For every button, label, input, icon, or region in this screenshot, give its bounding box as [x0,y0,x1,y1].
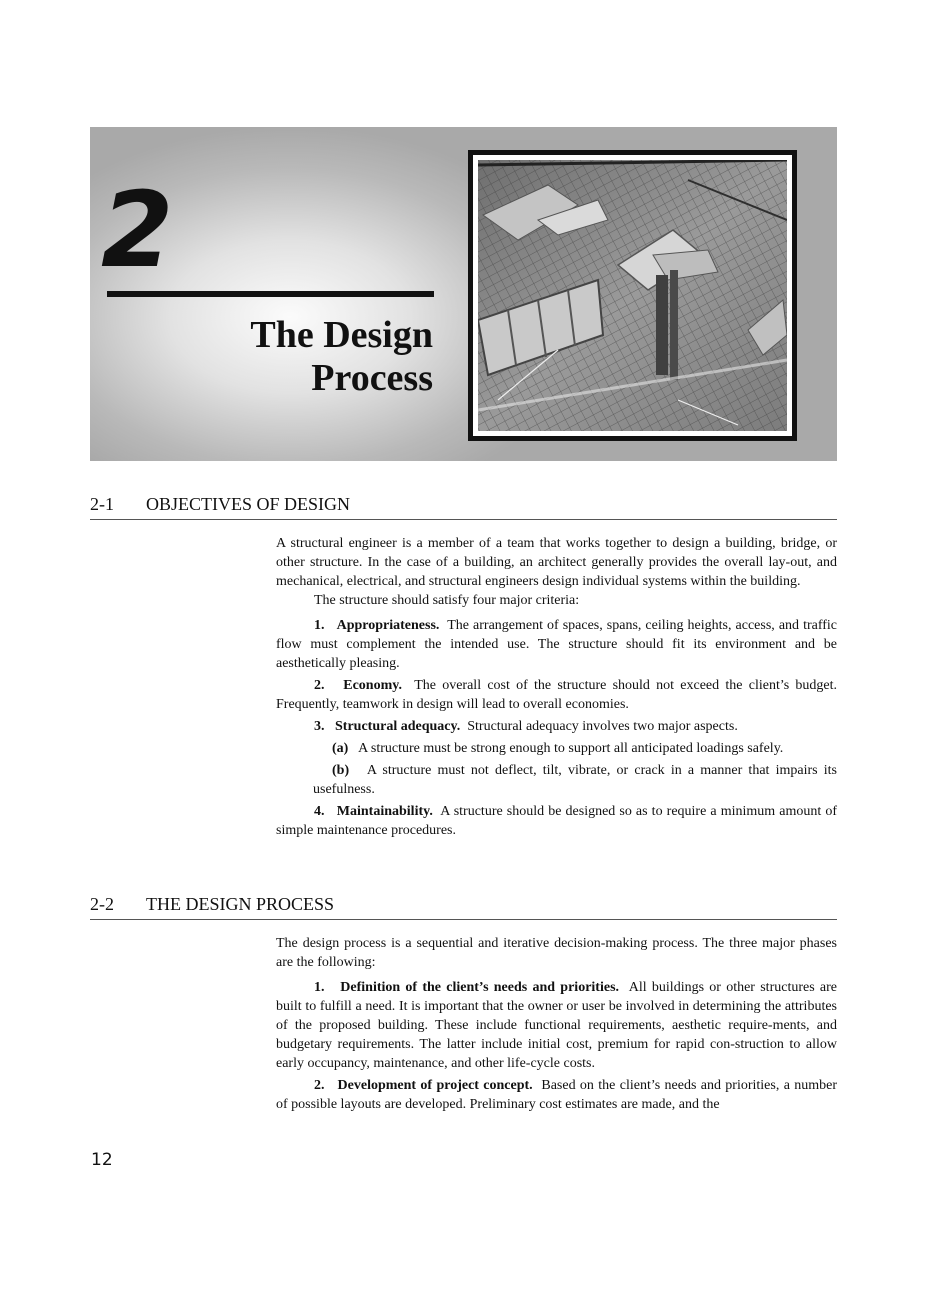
paragraph: A structural engineer is a member of a team that works together to design a building, bridge, or other structure. In the case of a building, an architect generally provides the overall lay-out, and mechanical, electrical, and structural engineers design individual systems within the building. [276,536,837,589]
chapter-title [180,314,433,400]
section-title: THE DESIGN PROCESS [146,894,335,914]
paragraph: The structure should satisfy four major criteria: [314,593,580,608]
list-item: 4. Maintainability. A structure should be designed so as to require a minimum amount of simple maintenance procedures. [276,804,837,838]
construction-rebar-photo-icon [478,160,787,431]
sub-list-item: (a) A structure must be strong enough to support all anticipated loadings safely. [332,741,784,756]
section-heading-2-1 [90,493,837,520]
section-title: OBJECTIVES OF DESIGN [146,494,351,514]
section-number: 2-1 [90,494,114,514]
chapter-title-line1: The Design [250,314,433,356]
list-item: 1. Definition of the client’s needs and priorities. All buildings or other structures are built to fulfill a need. It is important that the owner or user be involved in determining the attributes of the proposed building. These include functional requirements, aesthetic require-ments, and budgetary requirements. The latter include initial cost, premium for rapid con-struction to allow early occupancy, maintenance, and other life-cycle costs. [276,980,838,1071]
chapter-title-line2: Process [311,357,433,399]
list-item: 2. Economy. The overall cost of the structure should not exceed the client’s budget. Frequently, teamwork in design will lead to overall economies. [276,678,838,712]
chapter-rule [107,291,434,297]
page-number: 12 [91,1150,113,1170]
chapter-photo-mat [473,155,792,436]
list-item: 2. Development of project concept. Based on the client’s needs and priorities, a number of possible layouts are developed. Preliminary cost estimates are made, and the [276,1078,838,1112]
list-item: 1. Appropriateness. The arrangement of spaces, spans, ceiling heights, access, and traffic flow must complement the intended use. The structure should fit its environment and be aesthetically pleasing. [276,618,838,671]
list-item: 3. Structural adequacy. Structural adequacy involves two major aspects. [314,719,738,734]
section-number: 2-2 [90,894,114,914]
section-1-body [276,534,837,840]
chapter-photo-frame [468,150,797,441]
section-heading-2-2 [90,893,837,920]
section-2-body [276,934,837,1114]
sub-list-item: (b) A structure must not deflect, tilt, vibrate, or crack in a manner that impairs its usefulness. [313,763,837,797]
chapter-number: 2 [101,169,174,291]
paragraph: The design process is a sequential and iterative decision-making process. The three major phases are the following: [276,936,837,970]
